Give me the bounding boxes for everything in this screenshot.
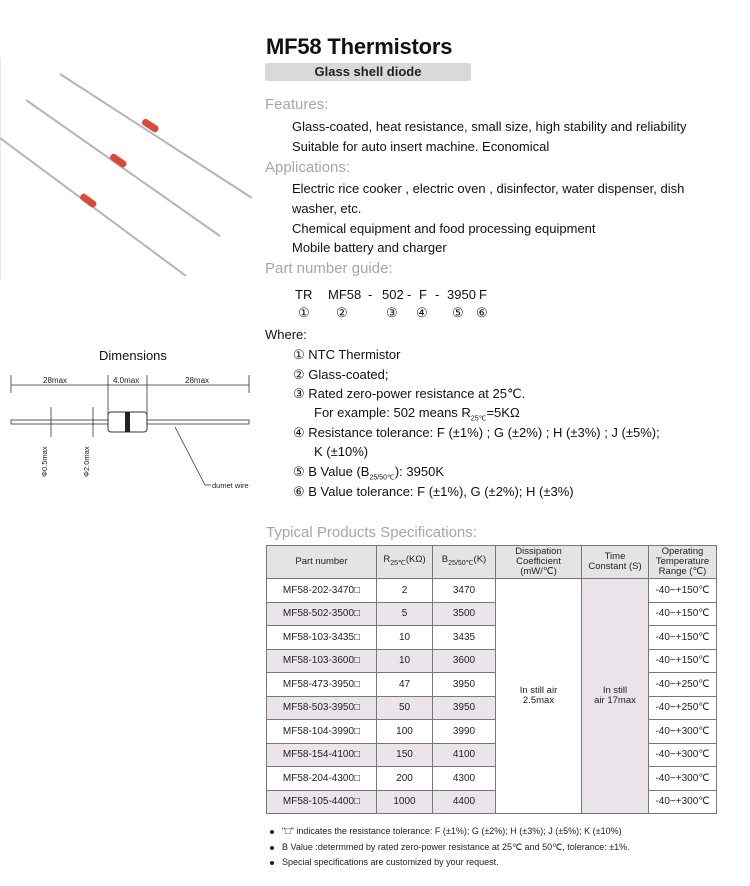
where-example [314, 405, 520, 423]
marker-5: ⑤ [452, 305, 464, 320]
code-tr: TR [295, 287, 313, 302]
spec-table [266, 545, 717, 814]
where-item: K (±10%) [314, 444, 369, 459]
page-subtitle: Glass shell diode [265, 63, 471, 81]
product-photo [0, 58, 252, 280]
table-row: MF58-502-3500□ 5 3500 -40~+150℃ [267, 602, 717, 626]
marker-4: ④ [416, 305, 428, 320]
marker-6: ⑥ [476, 305, 488, 320]
application-line: Chemical equipment and food processing equipment [292, 221, 596, 236]
marker-3: ③ [386, 305, 398, 320]
code-mf58: MF58 [328, 287, 362, 302]
where-bvalue [293, 464, 444, 482]
table-row: MF58-103-3435□ 10 3435 -40~+150℃ [267, 626, 717, 650]
code-dash: - [368, 287, 373, 302]
applications-heading: Applications: [265, 159, 351, 176]
code-btolerance: F [479, 287, 487, 302]
note: "□" indicates the resistance tolerance: F (±1%); G (±2%); H (±3%); J (±5%); K (±10%) [270, 826, 622, 836]
dim-body-diameter: Φ2.0max [82, 446, 91, 477]
table-row: MF58-104-3990□ 100 3990 -40~+300℃ [267, 720, 717, 744]
dim-body-length: 4.0max [113, 376, 140, 385]
bullet-icon [270, 830, 274, 834]
code-dash: - [435, 287, 440, 302]
header-b: $B_{25/50℃}(K)$ [433, 546, 496, 579]
header-r: $R_{25℃}(K\Omega)$ [377, 546, 433, 579]
where-item: ① NTC Thermistor [293, 347, 401, 362]
where-item: ④ Resistance tolerance: F (±1%) ; G (±2%) ; H (±3%) ; J (±5%); [293, 425, 660, 440]
bvalue-tail: ): 3950K [394, 464, 444, 479]
feature-line: Suitable for auto insert machine. Economical [292, 139, 550, 154]
table-row: MF58-103-3600□ 10 3600 -40~+150℃ [267, 649, 717, 673]
table-row: MF58-204-4300□ 200 4300 -40~+300℃ [267, 767, 717, 791]
bullet-icon [270, 846, 274, 850]
code-resistance: 502 [382, 287, 404, 302]
dimensions-title: Dimensions [99, 348, 167, 363]
where-label: Where: [265, 327, 307, 342]
code-bvalue: 3950 [447, 287, 476, 302]
note: Special specifications are customized by your request. [270, 857, 499, 867]
header-dissipation: Dissipation Coefficient (mW/℃) [496, 546, 582, 579]
page-title: MF58 Thermistors [266, 34, 453, 59]
dim-left-length: 28max [43, 376, 68, 385]
dim-right-length: 28max [185, 376, 210, 385]
application-line: washer, etc. [292, 201, 362, 216]
bullet-icon [270, 861, 274, 865]
part-guide-heading: Part number guide: [265, 260, 393, 277]
example-sub: 25℃ [470, 415, 487, 423]
spec-heading: Typical Products Specifications: [266, 524, 477, 541]
header-time: Time Constant (S) [582, 546, 649, 579]
dissipation-value: In still air 2.5max [496, 579, 582, 814]
code-tolerance: F [419, 287, 427, 302]
table-row: MF58-473-3950□ 47 3950 -40~+250℃ [267, 673, 717, 697]
feature-line: Glass-coated, heat resistance, small size, high stability and reliability [292, 119, 687, 134]
example-tail: =5KΩ [486, 405, 520, 420]
table-row: MF58-105-4400□ 1000 4400 -40~+300℃ [267, 790, 717, 814]
part-marker-row [0, 305, 750, 321]
example-text: For example: 502 means R [314, 405, 471, 420]
code-dash: - [407, 287, 412, 302]
time-value: In still air 17max [582, 579, 649, 814]
marker-1: ① [298, 305, 310, 320]
bvalue-sub: 25/50℃ [369, 474, 395, 482]
bvalue-text: ⑤ B Value (B [293, 464, 370, 479]
where-item: ② Glass-coated; [293, 367, 389, 382]
marker-2: ② [336, 305, 348, 320]
dimensions-drawing [5, 367, 265, 497]
dim-wire-label: dumet wire [212, 481, 249, 490]
note: B Value :determmed by rated zero-power resistance at 25℃ and 50℃, tolerance: ±1%. [270, 842, 630, 853]
table-row: MF58-503-3950□ 50 3950 -40~+250℃ [267, 696, 717, 720]
where-item: ③ Rated zero-power resistance at 25℃. [293, 386, 526, 401]
application-line: Electric rice cooker , electric oven , disinfector, water dispenser, dish [292, 181, 685, 196]
table-row: MF58-202-3470□ 2 3470 In still air 2.5max In still air 17max -40~+150℃ [267, 579, 717, 603]
application-line: Mobile battery and charger [292, 240, 447, 255]
features-heading: Features: [265, 96, 329, 113]
table-row: MF58-154-4100□ 150 4100 -40~+300℃ [267, 743, 717, 767]
header-temp: Operating Temperature Range (℃) [649, 546, 717, 579]
part-code-row [0, 287, 750, 303]
where-item: ⑥ B Value tolerance: F (±1%), G (±2%); H (±3%) [293, 484, 574, 499]
header-part: Part number [267, 546, 377, 579]
dim-wire-diameter: Φ0.5max [40, 446, 49, 477]
